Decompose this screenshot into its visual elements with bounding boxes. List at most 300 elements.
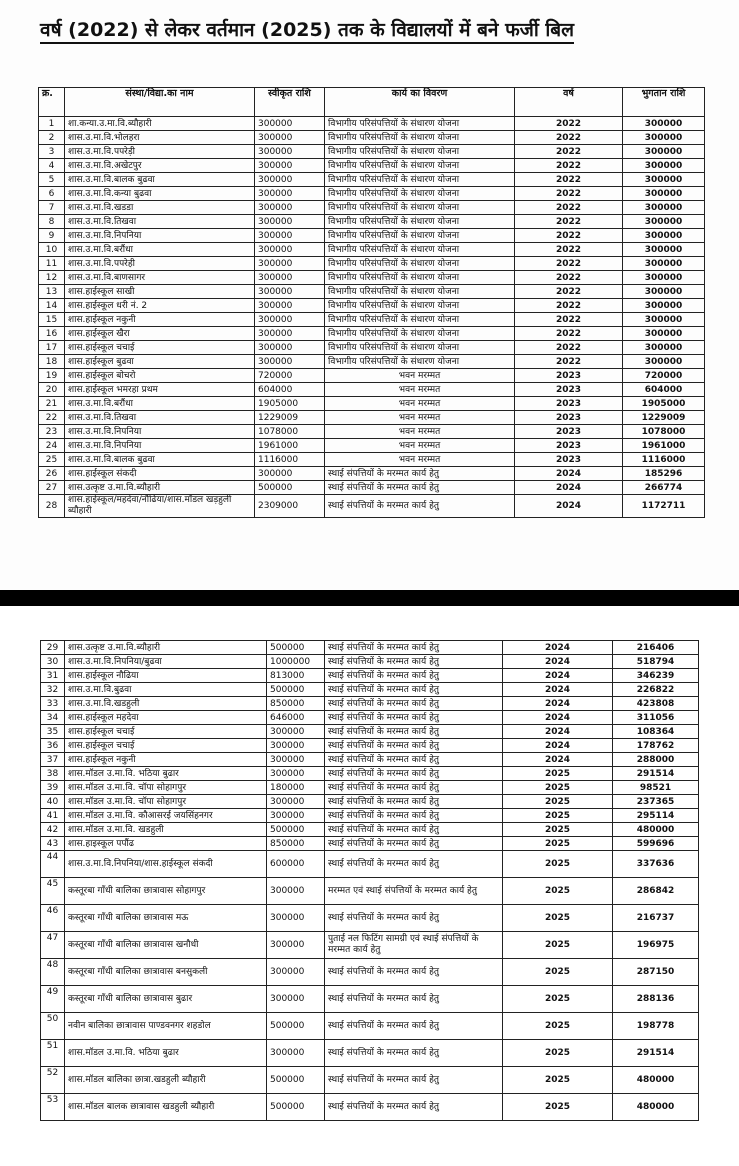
cell-work: भवन मरम्मत (325, 383, 515, 397)
cell-work: विभागीय परिसंपत्तियों के संधारण योजना (325, 299, 515, 313)
cell-name: शास.उ.मा.वि.निपनिया (65, 229, 255, 243)
cell-sno: 36 (41, 739, 65, 753)
cell-sno: 24 (39, 439, 65, 453)
cell-sno: 29 (41, 641, 65, 655)
cell-year: 2022 (515, 117, 623, 131)
cell-work: स्थाई संपत्तियों के मरम्मत कार्य हेतु (325, 641, 503, 655)
cell-sno: 28 (39, 495, 65, 518)
table-row (41, 1013, 699, 1040)
cell-name: शास.मॉडल बालक छात्रावास खडहुली ब्यौहारी (65, 1094, 267, 1121)
cell-payment: 300000 (623, 229, 705, 243)
cell-work: स्थाई संपत्तियों के मरम्मत कार्य हेतु (325, 495, 515, 518)
cell-sanctioned: 500000 (267, 641, 325, 655)
cell-sno: 5 (39, 173, 65, 187)
table-row (39, 243, 705, 257)
cell-work: भवन मरम्मत (325, 425, 515, 439)
cell-sno: 23 (39, 425, 65, 439)
cell-sanctioned: 300000 (255, 299, 325, 313)
table-row (39, 285, 705, 299)
cell-sanctioned: 300000 (255, 145, 325, 159)
cell-sno: 46 (41, 905, 65, 932)
cell-name: शास.मॉडल बालिका छात्रा.खडहुली ब्यौहारी (65, 1067, 267, 1094)
cell-year: 2022 (515, 229, 623, 243)
cell-sanctioned: 500000 (267, 1094, 325, 1121)
bills-table-part-one (38, 87, 705, 518)
cell-sanctioned: 300000 (255, 201, 325, 215)
cell-work: मरम्मत एवं स्थाई संपत्तियों के मरम्मत कार्य हेतु (325, 878, 503, 905)
cell-year: 2025 (503, 851, 613, 878)
cell-sanctioned: 300000 (255, 257, 325, 271)
cell-name: शास.उत्कृष्ट उ.मा.वि.ब्यौहारी (65, 481, 255, 495)
cell-name: शास.उ.मा.वि.भोलहरा (65, 131, 255, 145)
cell-work: विभागीय परिसंपत्तियों के संधारण योजना (325, 159, 515, 173)
cell-sno: 25 (39, 453, 65, 467)
cell-sanctioned: 850000 (267, 697, 325, 711)
cell-payment: 300000 (623, 215, 705, 229)
cell-sanctioned: 1000000 (267, 655, 325, 669)
cell-payment: 311056 (613, 711, 699, 725)
cell-year: 2023 (515, 369, 623, 383)
cell-payment: 226822 (613, 683, 699, 697)
header-work: कार्य का विवरण (325, 88, 515, 117)
cell-name: शास.उ.मा.वि.बरौंधा (65, 397, 255, 411)
cell-year: 2022 (515, 257, 623, 271)
cell-year: 2025 (503, 795, 613, 809)
cell-work: विभागीय परिसंपत्तियों के संधारण योजना (325, 243, 515, 257)
table-row (39, 411, 705, 425)
cell-sno: 35 (41, 725, 65, 739)
table-row (41, 986, 699, 1013)
table-row (41, 837, 699, 851)
cell-year: 2025 (503, 1040, 613, 1067)
cell-sno: 31 (41, 669, 65, 683)
cell-sno: 9 (39, 229, 65, 243)
cell-payment: 300000 (623, 341, 705, 355)
cell-sanctioned: 300000 (267, 1040, 325, 1067)
cell-name: शास.उ.मा.वि.बाणसागर (65, 271, 255, 285)
cell-work: भवन मरम्मत (325, 397, 515, 411)
table-row (41, 932, 699, 959)
cell-name: शास.हाईस्कूल चचाई (65, 739, 267, 753)
cell-name: शास.उ.मा.वि.निपनिया/शास.हाईस्कूल संकदी (65, 851, 267, 878)
cell-year: 2024 (503, 669, 613, 683)
cell-work: विभागीय परिसंपत्तियों के संधारण योजना (325, 201, 515, 215)
table-row (39, 467, 705, 481)
cell-work: स्थाई संपत्तियों के मरम्मत कार्य हेतु (325, 986, 503, 1013)
cell-sanctioned: 300000 (267, 767, 325, 781)
cell-sanctioned: 180000 (267, 781, 325, 795)
cell-sanctioned: 646000 (267, 711, 325, 725)
cell-name: शास.उ.मा.वि.निपनिया (65, 439, 255, 453)
table-row (41, 697, 699, 711)
cell-payment: 237365 (613, 795, 699, 809)
cell-sno: 15 (39, 313, 65, 327)
cell-year: 2025 (503, 809, 613, 823)
table-row (39, 159, 705, 173)
cell-sno: 43 (41, 837, 65, 851)
table-row (41, 753, 699, 767)
cell-year: 2022 (515, 271, 623, 285)
cell-sno: 30 (41, 655, 65, 669)
cell-name: शास.हाईस्कूल महदेवा (65, 711, 267, 725)
cell-sno: 48 (41, 959, 65, 986)
cell-work: स्थाई संपत्तियों के मरम्मत कार्य हेतु (325, 959, 503, 986)
cell-name: शास.उ.मा.वि.निपनिया/बुढवा (65, 655, 267, 669)
cell-name: शा.कन्या.उ.मा.वि.ब्यौहारी (65, 117, 255, 131)
cell-sno: 33 (41, 697, 65, 711)
cell-name: शास.हाईस्कूल साखी (65, 285, 255, 299)
cell-year: 2024 (503, 725, 613, 739)
table-row (39, 495, 705, 518)
cell-year: 2022 (515, 341, 623, 355)
cell-sno: 7 (39, 201, 65, 215)
cell-sanctioned: 300000 (255, 313, 325, 327)
table-row (41, 823, 699, 837)
cell-sanctioned: 300000 (255, 159, 325, 173)
table-row (39, 257, 705, 271)
cell-name: नवीन बालिका छात्रावास पाण्डवनगर शहडोल (65, 1013, 267, 1040)
cell-year: 2025 (503, 837, 613, 851)
cell-sanctioned: 300000 (255, 173, 325, 187)
cell-sanctioned: 300000 (255, 271, 325, 285)
cell-payment: 480000 (613, 823, 699, 837)
table-header-row (39, 88, 705, 117)
cell-sanctioned: 500000 (255, 481, 325, 495)
cell-sanctioned: 300000 (267, 959, 325, 986)
cell-year: 2024 (515, 467, 623, 481)
table-row (39, 397, 705, 411)
cell-sanctioned: 813000 (267, 669, 325, 683)
cell-name: शास.हाईस्कूल नकुनी (65, 313, 255, 327)
table-row (41, 1094, 699, 1121)
table-row (41, 711, 699, 725)
cell-sno: 1 (39, 117, 65, 131)
cell-payment: 291514 (613, 767, 699, 781)
table-row (39, 341, 705, 355)
cell-payment: 198778 (613, 1013, 699, 1040)
cell-work: स्थाई संपत्तियों के मरम्मत कार्य हेतु (325, 697, 503, 711)
cell-name: शास.उ.मा.वि.बुढवा (65, 683, 267, 697)
cell-name: कस्तूरबा गाँधी बालिका छात्रावास सोहागपुर (65, 878, 267, 905)
cell-work: स्थाई संपत्तियों के मरम्मत कार्य हेतु (325, 823, 503, 837)
cell-sanctioned: 1078000 (255, 425, 325, 439)
cell-year: 2025 (503, 1067, 613, 1094)
table-row (41, 795, 699, 809)
cell-work: भवन मरम्मत (325, 453, 515, 467)
cell-name: शास.हाईस्कूल बुढवा (65, 355, 255, 369)
cell-work: स्थाई संपत्तियों के मरम्मत कार्य हेतु (325, 1094, 503, 1121)
cell-sno: 18 (39, 355, 65, 369)
cell-payment: 288000 (613, 753, 699, 767)
cell-sno: 12 (39, 271, 65, 285)
cell-sanctioned: 300000 (267, 932, 325, 959)
cell-sanctioned: 300000 (255, 215, 325, 229)
cell-sno: 26 (39, 467, 65, 481)
cell-work: स्थाई संपत्तियों के मरम्मत कार्य हेतु (325, 809, 503, 823)
cell-payment: 604000 (623, 383, 705, 397)
cell-sno: 10 (39, 243, 65, 257)
cell-payment: 1905000 (623, 397, 705, 411)
cell-sno: 40 (41, 795, 65, 809)
cell-year: 2024 (503, 697, 613, 711)
cell-work: स्थाई संपत्तियों के मरम्मत कार्य हेतु (325, 1013, 503, 1040)
cell-year: 2023 (515, 397, 623, 411)
cell-year: 2023 (515, 439, 623, 453)
cell-sanctioned: 300000 (255, 327, 325, 341)
cell-work: विभागीय परिसंपत्तियों के संधारण योजना (325, 145, 515, 159)
header-payment: भुगतान राशि (623, 88, 705, 117)
cell-year: 2025 (503, 932, 613, 959)
cell-work: स्थाई संपत्तियों के मरम्मत कार्य हेतु (325, 781, 503, 795)
cell-work: स्थाई संपत्तियों के मरम्मत कार्य हेतु (325, 655, 503, 669)
cell-sanctioned: 1905000 (255, 397, 325, 411)
cell-name: शास.उ.मा.वि.बरौंधा (65, 243, 255, 257)
table-row (41, 959, 699, 986)
cell-year: 2024 (503, 655, 613, 669)
cell-year: 2024 (503, 739, 613, 753)
cell-sno: 20 (39, 383, 65, 397)
cell-sno: 47 (41, 932, 65, 959)
cell-sanctioned: 2309000 (255, 495, 325, 518)
cell-payment: 480000 (613, 1067, 699, 1094)
cell-work: विभागीय परिसंपत्तियों के संधारण योजना (325, 355, 515, 369)
cell-year: 2022 (515, 327, 623, 341)
cell-payment: 288136 (613, 986, 699, 1013)
cell-year: 2024 (503, 683, 613, 697)
cell-name: शास.हाईस्कूल भमरहा प्रथम (65, 383, 255, 397)
table-row (39, 327, 705, 341)
cell-year: 2025 (503, 1094, 613, 1121)
cell-year: 2024 (515, 481, 623, 495)
cell-payment: 286842 (613, 878, 699, 905)
cell-name: शास.हाईस्कूल चचाई (65, 341, 255, 355)
cell-year: 2025 (503, 986, 613, 1013)
cell-year: 2025 (503, 823, 613, 837)
table-row (41, 878, 699, 905)
cell-sanctioned: 300000 (255, 467, 325, 481)
page-divider (0, 590, 739, 606)
cell-name: शास.हाईस्कूल धरी नं. 2 (65, 299, 255, 313)
cell-name: शास.हाईस्कूल नौढिया (65, 669, 267, 683)
table-row (39, 215, 705, 229)
cell-work: विभागीय परिसंपत्तियों के संधारण योजना (325, 313, 515, 327)
cell-sno: 45 (41, 878, 65, 905)
cell-sno: 34 (41, 711, 65, 725)
table-row (39, 299, 705, 313)
cell-name: शास.हाईस्कूल/महदेवा/नौंढिया/शास.मॉडल खड़हुली ब्यौहारी (65, 495, 255, 518)
cell-name: कस्तूरबा गाँधी बालिका छात्रावास मऊ (65, 905, 267, 932)
cell-year: 2022 (515, 243, 623, 257)
cell-year: 2022 (515, 131, 623, 145)
cell-work: विभागीय परिसंपत्तियों के संधारण योजना (325, 229, 515, 243)
cell-sno: 41 (41, 809, 65, 823)
cell-work: भवन मरम्मत (325, 411, 515, 425)
table-row (39, 117, 705, 131)
cell-sanctioned: 300000 (267, 739, 325, 753)
cell-name: शास.उ.मा.वि.कन्या बुढवा (65, 187, 255, 201)
cell-sanctioned: 300000 (267, 795, 325, 809)
cell-name: शास.हाईस्कूल संकदी (65, 467, 255, 481)
cell-work: भवन मरम्मत (325, 439, 515, 453)
cell-work: स्थाई संपत्तियों के मरम्मत कार्य हेतु (325, 753, 503, 767)
cell-sno: 37 (41, 753, 65, 767)
cell-payment: 196975 (613, 932, 699, 959)
cell-work: स्थाई संपत्तियों के मरम्मत कार्य हेतु (325, 1067, 503, 1094)
cell-work: स्थाई संपत्तियों के मरम्मत कार्य हेतु (325, 467, 515, 481)
cell-name: शास.उ.मा.वि.पपरेड़ी (65, 145, 255, 159)
cell-payment: 266774 (623, 481, 705, 495)
cell-name: शास.उ.मा.वि.तिखवा (65, 215, 255, 229)
table-row (39, 201, 705, 215)
cell-payment: 300000 (623, 285, 705, 299)
cell-sno: 2 (39, 131, 65, 145)
cell-year: 2023 (515, 453, 623, 467)
cell-name: शास.मॉडल उ.मा.वि. कौआसरई जयसिंहनगर (65, 809, 267, 823)
cell-name: शास.उत्कृष्ट उ.मा.वि.ब्यौहारी (65, 641, 267, 655)
table-row (41, 669, 699, 683)
cell-payment: 300000 (623, 145, 705, 159)
cell-name: शास.उ.मा.वि.खडडा (65, 201, 255, 215)
cell-payment: 518794 (613, 655, 699, 669)
cell-sno: 51 (41, 1040, 65, 1067)
cell-payment: 1961000 (623, 439, 705, 453)
cell-sno: 32 (41, 683, 65, 697)
cell-payment: 1229009 (623, 411, 705, 425)
cell-name: शास.उ.मा.वि.बालक बुढवा (65, 453, 255, 467)
cell-name: शास.हाईस्कूल नकुनी (65, 753, 267, 767)
cell-work: विभागीय परिसंपत्तियों के संधारण योजना (325, 173, 515, 187)
cell-work: भवन मरम्मत (325, 369, 515, 383)
cell-work: विभागीय परिसंपत्तियों के संधारण योजना (325, 187, 515, 201)
table-row (41, 641, 699, 655)
cell-year: 2024 (503, 711, 613, 725)
cell-name: शास.हाईस्कूल बोचरो (65, 369, 255, 383)
cell-sno: 11 (39, 257, 65, 271)
cell-sanctioned: 300000 (267, 725, 325, 739)
cell-name: शास.हाईस्कूल खैरा (65, 327, 255, 341)
table-row (39, 271, 705, 285)
cell-work: विभागीय परिसंपत्तियों के संधारण योजना (325, 257, 515, 271)
cell-payment: 300000 (623, 327, 705, 341)
cell-sanctioned: 500000 (267, 1067, 325, 1094)
cell-work: विभागीय परिसंपत्तियों के संधारण योजना (325, 117, 515, 131)
header-name: संस्था/विद्या.का नाम (65, 88, 255, 117)
cell-sanctioned: 300000 (267, 905, 325, 932)
cell-work: स्थाई संपत्तियों के मरम्मत कार्य हेतु (325, 739, 503, 753)
cell-payment: 291514 (613, 1040, 699, 1067)
table-row (39, 131, 705, 145)
cell-name: शास.हाईस्कूल चचाई (65, 725, 267, 739)
table-row (39, 229, 705, 243)
table-row (39, 173, 705, 187)
cell-name: शास.मॉडल उ.मा.वि. चॉपा सोहागपुर (65, 781, 267, 795)
cell-name: कस्तूरबा गाँधी बालिका छात्रावास खनौधी (65, 932, 267, 959)
cell-work: स्थाई संपत्तियों के मरम्मत कार्य हेतु (325, 1040, 503, 1067)
cell-work: विभागीय परिसंपत्तियों के संधारण योजना (325, 271, 515, 285)
cell-sno: 38 (41, 767, 65, 781)
cell-payment: 423808 (613, 697, 699, 711)
cell-payment: 300000 (623, 159, 705, 173)
cell-sno: 52 (41, 1067, 65, 1094)
cell-work: पुताई नल फिटिंग सामग्री एवं स्थाई संपत्तियों के मरम्मत कार्य हेतु (325, 932, 503, 959)
cell-payment: 300000 (623, 201, 705, 215)
cell-sno: 39 (41, 781, 65, 795)
cell-name: शास.उ.मा.वि.अखेटपुर (65, 159, 255, 173)
cell-payment: 337636 (613, 851, 699, 878)
cell-sanctioned: 300000 (255, 355, 325, 369)
cell-payment: 287150 (613, 959, 699, 986)
document-title: वर्ष (2022) से लेकर वर्तमान (2025) तक के विद्यालयों में बने फर्जी बिल (40, 16, 700, 42)
table-row (41, 1067, 699, 1094)
table-row (41, 905, 699, 932)
cell-sanctioned: 1961000 (255, 439, 325, 453)
table-row (41, 767, 699, 781)
cell-payment: 300000 (623, 243, 705, 257)
cell-work: विभागीय परिसंपत्तियों के संधारण योजना (325, 285, 515, 299)
table-row (41, 725, 699, 739)
cell-year: 2022 (515, 355, 623, 369)
cell-sno: 44 (41, 851, 65, 878)
cell-payment: 300000 (623, 257, 705, 271)
cell-sanctioned: 604000 (255, 383, 325, 397)
table-row (39, 453, 705, 467)
cell-sno: 8 (39, 215, 65, 229)
cell-name: शास.उ.मा.वि.तिखवा (65, 411, 255, 425)
cell-payment: 98521 (613, 781, 699, 795)
table-row (41, 1040, 699, 1067)
cell-year: 2022 (515, 145, 623, 159)
cell-payment: 300000 (623, 355, 705, 369)
cell-payment: 1116000 (623, 453, 705, 467)
cell-name: शास.मॉडल उ.मा.वि. खडहुली (65, 823, 267, 837)
cell-name: शास.मॉडल उ.मा.वि. भठिया बुढार (65, 1040, 267, 1067)
table-row (41, 809, 699, 823)
bills-table-part-two (40, 640, 699, 1121)
cell-payment: 295114 (613, 809, 699, 823)
cell-sno: 42 (41, 823, 65, 837)
cell-sanctioned: 500000 (267, 823, 325, 837)
cell-payment: 720000 (623, 369, 705, 383)
cell-payment: 300000 (623, 131, 705, 145)
cell-payment: 300000 (623, 313, 705, 327)
cell-year: 2023 (515, 411, 623, 425)
cell-work: स्थाई संपत्तियों के मरम्मत कार्य हेतु (325, 851, 503, 878)
cell-year: 2023 (515, 383, 623, 397)
cell-name: शास.उ.मा.वि.निपनिया (65, 425, 255, 439)
cell-payment: 108364 (613, 725, 699, 739)
cell-year: 2022 (515, 201, 623, 215)
cell-sanctioned: 300000 (255, 131, 325, 145)
cell-year: 2024 (503, 753, 613, 767)
cell-sno: 14 (39, 299, 65, 313)
cell-year: 2025 (503, 878, 613, 905)
cell-year: 2025 (503, 781, 613, 795)
table-row (41, 683, 699, 697)
table-row (41, 781, 699, 795)
table-row (41, 739, 699, 753)
cell-sanctioned: 1229009 (255, 411, 325, 425)
cell-sanctioned: 300000 (267, 986, 325, 1013)
header-sno: क्र. (39, 88, 65, 117)
table-row (39, 425, 705, 439)
cell-name: शास.उ.मा.वि.पपरेही (65, 257, 255, 271)
cell-payment: 300000 (623, 187, 705, 201)
cell-year: 2022 (515, 285, 623, 299)
cell-year: 2022 (515, 187, 623, 201)
cell-work: स्थाई संपत्तियों के मरम्मत कार्य हेतु (325, 837, 503, 851)
table-row (39, 383, 705, 397)
cell-sanctioned: 300000 (255, 229, 325, 243)
